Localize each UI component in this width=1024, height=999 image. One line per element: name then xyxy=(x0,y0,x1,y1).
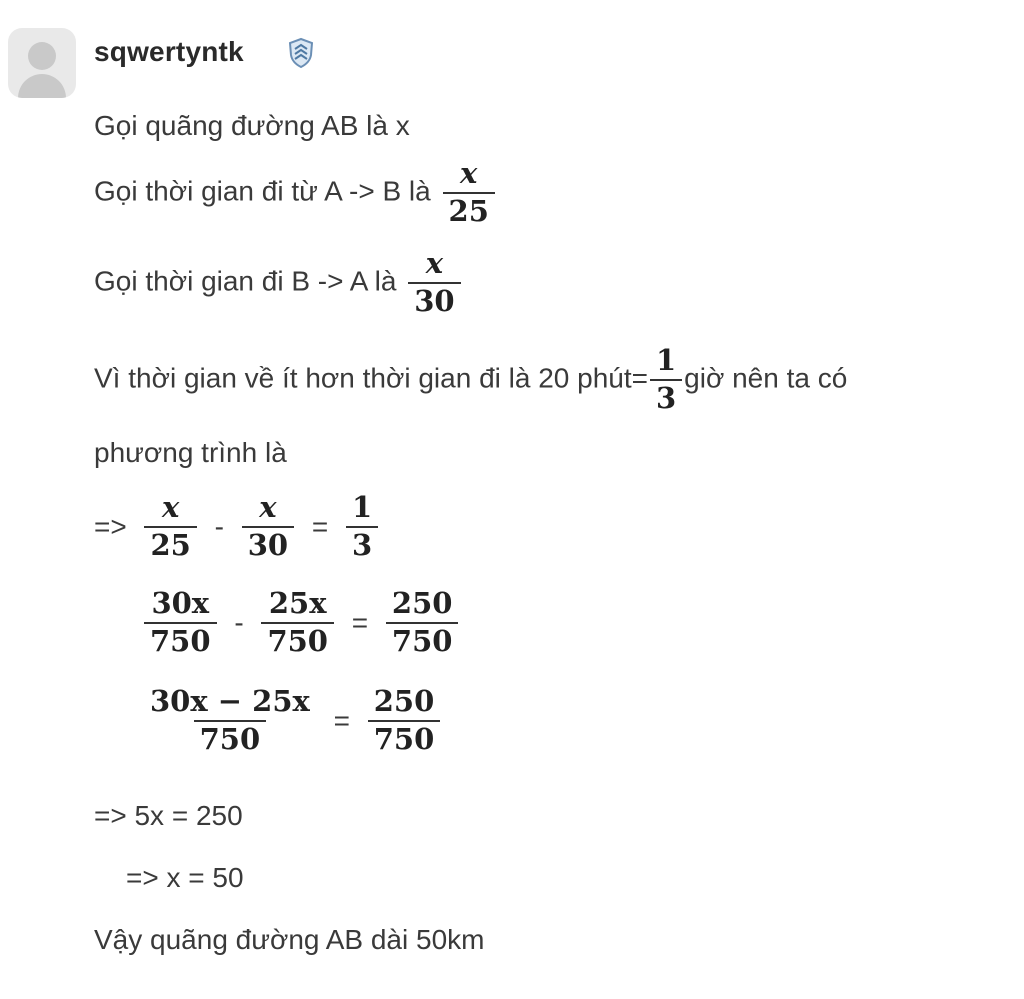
fraction-one-third xyxy=(346,492,378,562)
fraction-denominator: 750 xyxy=(194,720,267,756)
fraction-numerator: 250 xyxy=(391,586,453,620)
fraction-numerator: x xyxy=(162,490,180,524)
shield-badge-icon xyxy=(284,36,318,70)
fraction-x-over-25 xyxy=(144,492,196,562)
line-4-text-a: Vì thời gian về ít hơn thời gian đi là 20 phút= xyxy=(94,362,648,394)
text-line-2 xyxy=(94,158,499,228)
implies-symbol: => xyxy=(94,510,127,542)
text-line-5: phương trình là xyxy=(94,437,287,468)
fraction-numerator: x xyxy=(460,156,478,190)
fraction-x-over-30 xyxy=(242,492,294,562)
minus-sign: - xyxy=(214,510,224,542)
fraction-denominator: 30 xyxy=(408,282,460,318)
fraction-denominator: 30 xyxy=(242,526,294,562)
fraction-numerator: 1 xyxy=(655,343,677,377)
fraction-denominator: 3 xyxy=(650,379,682,415)
line-4-text-b: giờ nên ta có xyxy=(684,362,848,394)
fraction-x-over-25 xyxy=(443,158,495,228)
text-line-1: Gọi quãng đường AB là x xyxy=(94,110,410,141)
user-avatar[interactable] xyxy=(8,28,76,98)
fraction-250-over-750 xyxy=(386,588,459,658)
minus-sign: - xyxy=(234,606,244,638)
fraction-denominator: 750 xyxy=(261,622,334,658)
fraction-denominator: 25 xyxy=(144,526,196,562)
fraction-one-third xyxy=(650,345,682,415)
fraction-numerator: 30x − 25x xyxy=(150,684,310,718)
fraction-denominator: 25 xyxy=(443,192,495,228)
equals-sign: = xyxy=(333,704,350,736)
equals-sign: = xyxy=(351,606,369,638)
equals-sign: = xyxy=(311,510,329,542)
fraction-numerator: x xyxy=(259,490,277,524)
equation-line-3 xyxy=(140,686,444,756)
fraction-denominator: 750 xyxy=(368,720,441,756)
fraction-denominator: 750 xyxy=(386,622,459,658)
avatar-head-shape xyxy=(28,42,56,70)
fraction-numerator: 25x xyxy=(268,586,327,620)
fraction-numerator: 250 xyxy=(373,684,435,718)
fraction-25x-over-750 xyxy=(261,588,334,658)
equation-line-2 xyxy=(140,588,462,658)
text-line-4 xyxy=(94,345,847,415)
line-2-text: Gọi thời gian đi từ A -> B là xyxy=(94,175,431,207)
fraction-denominator: 750 xyxy=(144,622,217,658)
fraction-x-over-30 xyxy=(408,248,460,318)
fraction-denominator: 3 xyxy=(346,526,378,562)
fraction-250-over-750 xyxy=(368,686,441,756)
fraction-30x-over-750 xyxy=(144,588,217,658)
text-line-3 xyxy=(94,248,465,318)
result-line-1: => 5x = 250 xyxy=(94,800,243,831)
fraction-numerator: 30x xyxy=(151,586,210,620)
author-username[interactable]: sqwertyntk xyxy=(94,36,244,67)
line-3-text: Gọi thời gian đi B -> A là xyxy=(94,265,397,297)
avatar-body-shape xyxy=(18,74,66,98)
fraction-numerator: 1 xyxy=(352,490,373,524)
fraction-difference-over-750 xyxy=(144,686,316,756)
fraction-numerator: x xyxy=(425,246,444,280)
equation-line-1 xyxy=(94,492,382,562)
result-line-2: => x = 50 xyxy=(126,862,244,893)
conclusion-line: Vậy quãng đường AB dài 50km xyxy=(94,924,485,955)
